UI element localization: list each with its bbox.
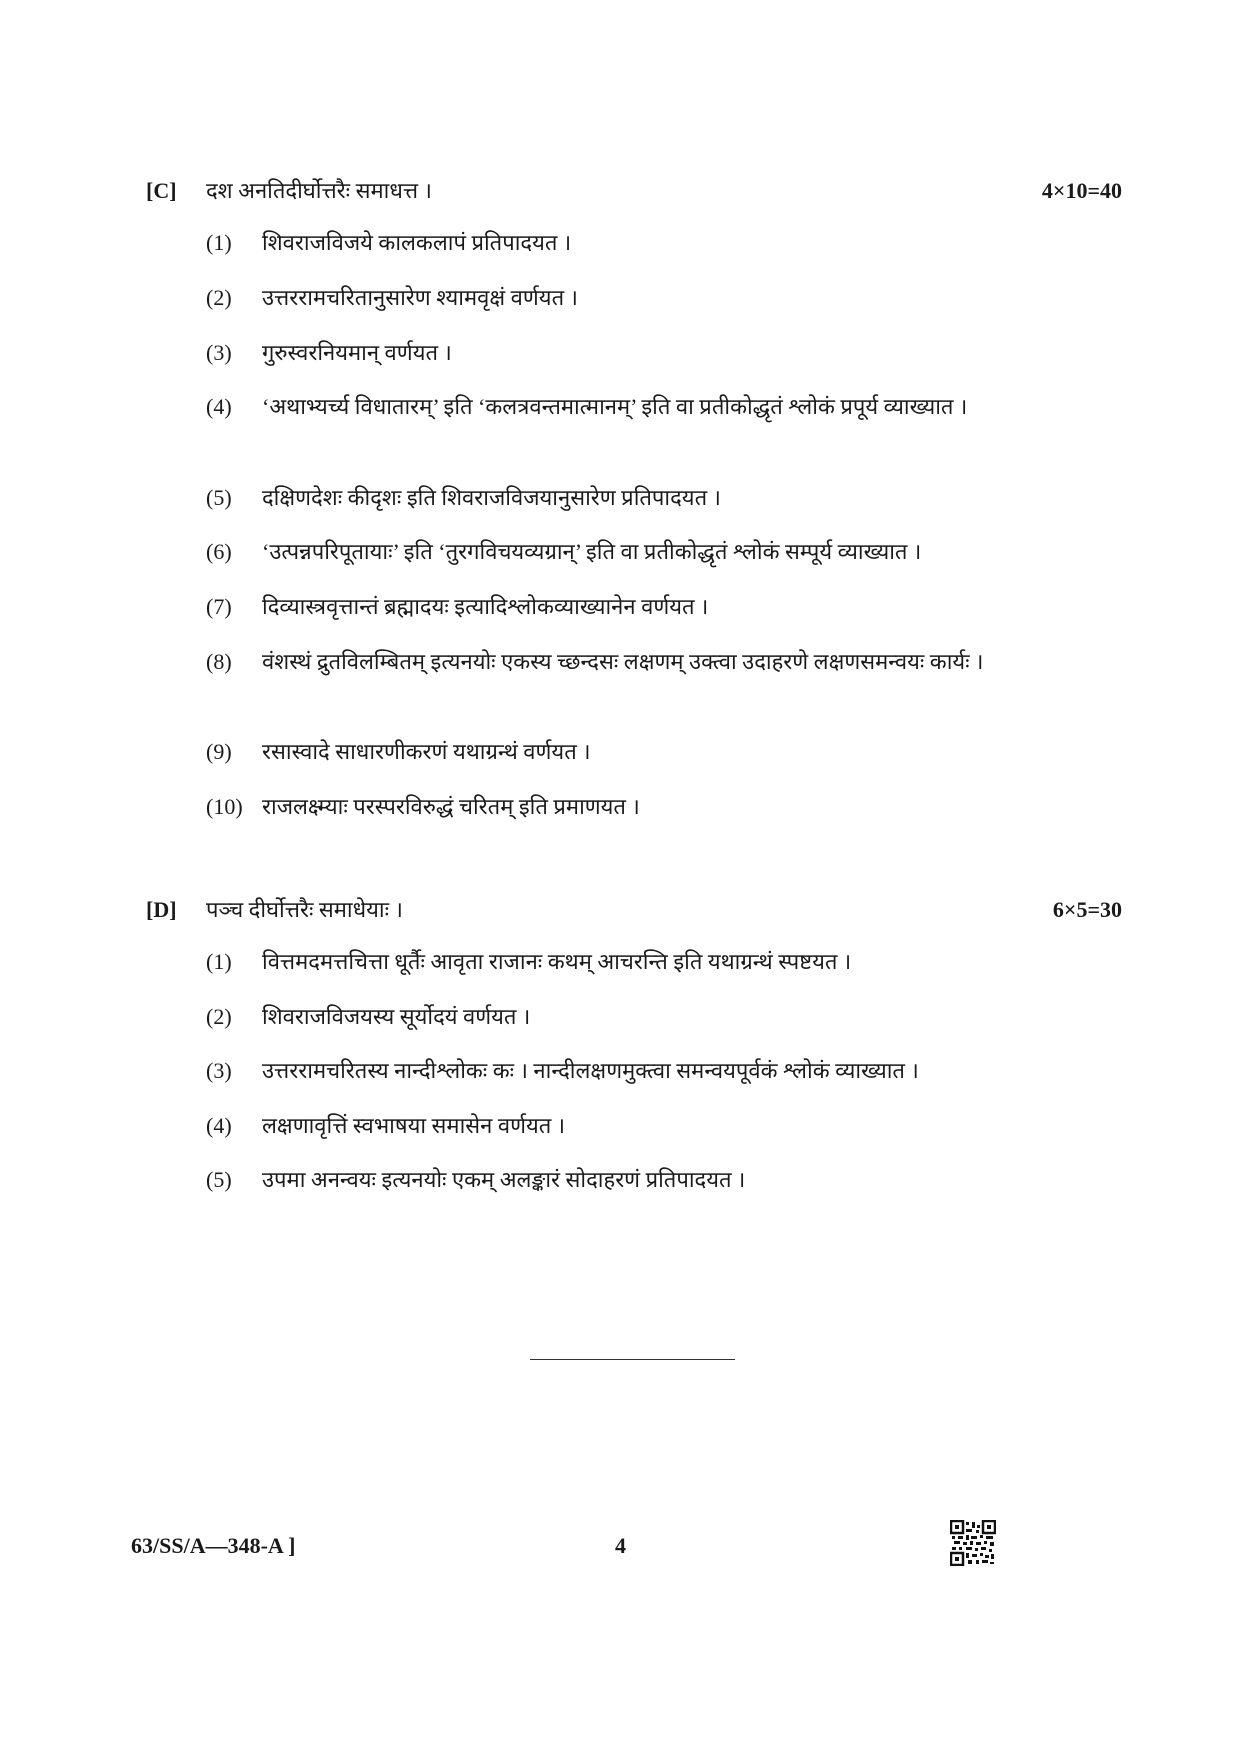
- section-d-instruction: पञ्च दीर्घोत्तरैः समाधेयाः ।: [206, 897, 403, 922]
- section-c-label: [C]: [146, 178, 177, 203]
- question-text: उपमा अनन्वयः इत्यनयोः एकम् अलङ्कारं सोदाहरणं प्रतिपादयत ।: [262, 1167, 746, 1192]
- question-text: लक्षणावृत्तिं स्वभाषया समासेन वर्णयत ।: [262, 1113, 566, 1138]
- question-text: शिवराजविजयस्य सूर्योदयं वर्णयत ।: [262, 1004, 531, 1029]
- qr-code-icon: [950, 1520, 996, 1566]
- question-number: (7): [206, 594, 232, 619]
- question-number: (6): [206, 539, 232, 564]
- question-text: उत्तररामचरितस्य नान्दीश्लोकः कः । नान्दीलक्षणमुक्त्वा समन्वयपूर्वकं श्लोकं व्याख्यात ।: [262, 1058, 919, 1083]
- section-d-label: [D]: [146, 897, 177, 922]
- question-text: वंशस्थं द्रुतविलम्बितम् इत्यनयोः एकस्य च्छन्दसः लक्षणम् उक्त्वा उदाहरणे लक्षणसमन्वयः कार्यः ।: [262, 649, 984, 674]
- paper-code: 63/SS/A—348-A ]: [131, 1533, 296, 1558]
- question-number: (8): [206, 649, 232, 674]
- question-text: राजलक्ष्म्याः परस्परविरुद्धं चरितम् इति प्रमाणयत ।: [262, 794, 640, 819]
- question-number: (2): [206, 285, 232, 310]
- question-text: ‘अथाभ्यर्च्य विधातारम्’ इति ‘कलत्रवन्तमात्मानम्’ इति वा प्रतीकोद्धृतं श्लोकं प्रपूर्य व्याख्यात ।: [262, 394, 968, 419]
- end-divider: [530, 1359, 735, 1360]
- question-number: (5): [206, 1167, 232, 1192]
- question-text: शिवराजविजये कालकलापं प्रतिपादयत ।: [262, 230, 572, 255]
- question-text: दिव्यास्त्रवृत्तान्तं ब्रह्मादयः इत्यादिश्लोकव्याख्यानेन वर्णयत ।: [262, 594, 709, 619]
- question-text: उत्तररामचरितानुसारेण श्यामवृक्षं वर्णयत ।: [262, 285, 578, 310]
- question-number: (3): [206, 1058, 232, 1083]
- question-text: दक्षिणदेशः कीदृशः इति शिवराजविजयानुसारेण प्रतिपादयत ।: [262, 485, 721, 510]
- question-number: (9): [206, 739, 232, 764]
- section-c-marks: 4×10=40: [1041, 178, 1122, 203]
- question-number: (4): [206, 394, 232, 419]
- question-number: (4): [206, 1113, 232, 1138]
- question-number: (2): [206, 1004, 232, 1029]
- question-number: (3): [206, 340, 232, 365]
- question-number: (1): [206, 949, 232, 974]
- question-number: (10): [206, 794, 243, 819]
- question-text: रसास्वादे साधारणीकरणं यथाग्रन्थं वर्णयत ।: [262, 739, 591, 764]
- question-text: ‘उत्पन्नपरिपूतायाः’ इति ‘तुरगविचयव्यग्रान्’ इति वा प्रतीकोद्धृतं श्लोकं सम्पूर्य व्याख्यात ।: [262, 539, 922, 564]
- section-c-instruction: दश अनतिदीर्घोत्तरैः समाधत्त ।: [206, 178, 432, 203]
- question-text: गुरुस्वरनियमान् वर्णयत ।: [262, 340, 452, 365]
- section-d-marks: 6×5=30: [1052, 897, 1122, 922]
- question-text: वित्तमदमत्तचित्ता धूर्तैः आवृता राजानः कथम् आचरन्ति इति यथाग्रन्थं स्पष्टयत ।: [262, 949, 852, 974]
- question-number: (1): [206, 230, 232, 255]
- question-number: (5): [206, 485, 232, 510]
- page-number: 4: [615, 1533, 626, 1558]
